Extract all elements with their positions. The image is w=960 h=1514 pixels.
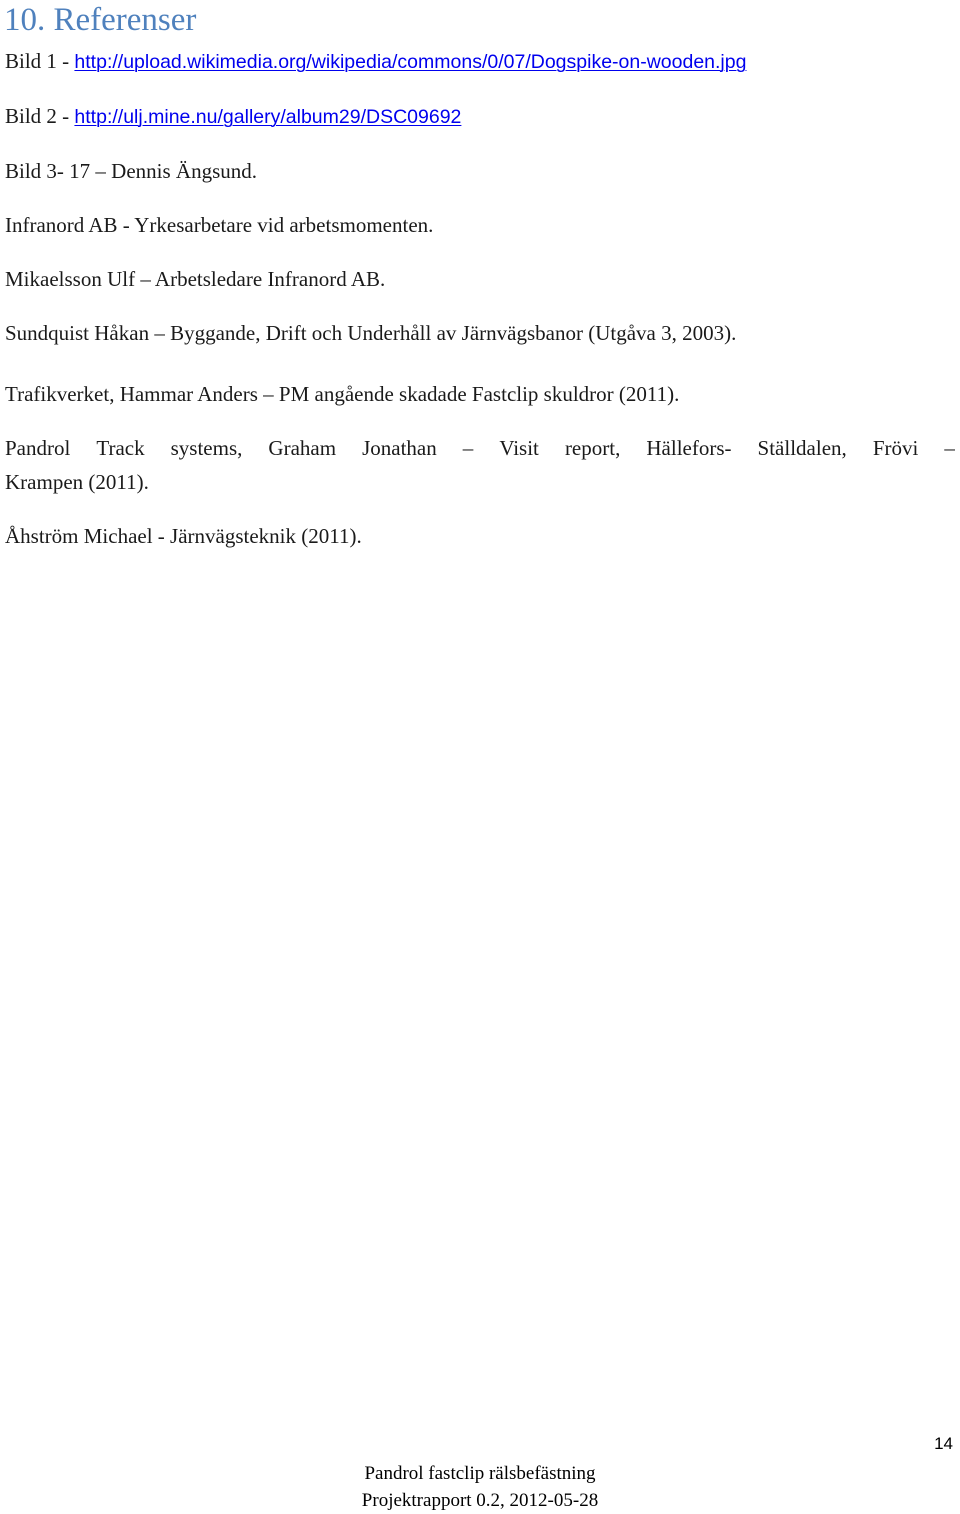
reference-link-bild-1[interactable]: http://upload.wikimedia.org/wikipedia/commons/0/07/Dogspike-on-wooden.jpg [74, 51, 747, 73]
word: Graham [268, 436, 337, 460]
reference-ahstrom: Åhström Michael - Järnvägsteknik (2011). [5, 524, 362, 548]
word: Visit [499, 436, 539, 460]
footer-title: Pandrol fastclip rälsbefästning [364, 1463, 596, 1484]
word: Track [96, 436, 145, 460]
word: Frövi [872, 436, 919, 460]
word: Ställdalen, [757, 436, 847, 460]
reference-bild-3-17: Bild 3- 17 – Dennis Ängsund. [5, 159, 257, 183]
reference-infranord: Infranord AB - Yrkesarbetare vid arbetsmomenten. [5, 213, 434, 237]
reference-pandrol-line2: Krampen (2011). [5, 470, 149, 494]
reference-sundquist: Sundquist Håkan – Byggande, Drift och Underhåll av Järnvägsbanor (Utgåva 3, 2003). [5, 321, 737, 345]
word: Pandrol [5, 436, 71, 460]
reference-bild-1 [5, 44, 954, 79]
reference-prefix: Bild 2 - [5, 104, 75, 128]
word: – [944, 436, 955, 460]
section-heading: 10. Referenser [4, 2, 197, 38]
footer-subtitle: Projektrapport 0.2, 2012-05-28 [361, 1490, 599, 1511]
reference-bild-2 [5, 99, 954, 134]
word: – [462, 436, 474, 460]
word: Hällefors- [646, 436, 732, 460]
reference-trafikverket: Trafikverket, Hammar Anders – PM angående skadade Fastclip skuldror (2011). [5, 382, 680, 406]
word: Jonathan [362, 436, 437, 460]
page-number: 14 [934, 1434, 953, 1453]
reference-pandrol [5, 431, 955, 499]
reference-prefix: Bild 1 - [5, 49, 75, 73]
reference-mikaelsson: Mikaelsson Ulf – Arbetsledare Infranord AB. [5, 267, 386, 291]
word: systems, [170, 436, 243, 460]
reference-pandrol-line1 [5, 431, 955, 465]
word: report, [564, 436, 621, 460]
reference-link-bild-2[interactable]: http://ulj.mine.nu/gallery/album29/DSC09692 [74, 106, 462, 128]
